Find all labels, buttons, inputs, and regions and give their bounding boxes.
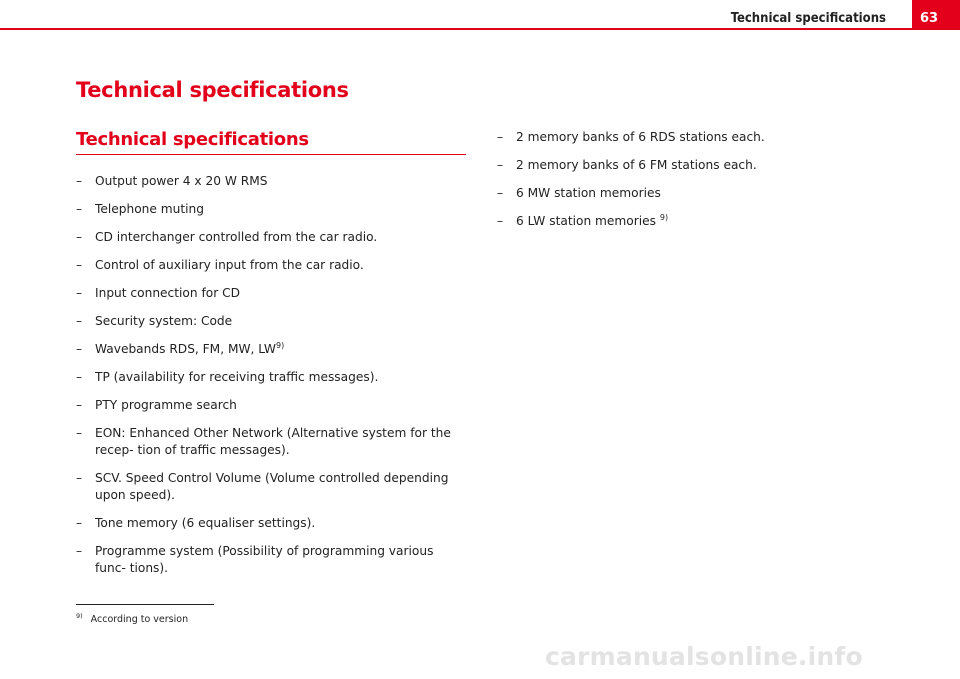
page-number-tab bbox=[912, 0, 960, 30]
list-item bbox=[76, 173, 468, 190]
list-item-text: Output power 4 x 20 W RMS bbox=[95, 174, 268, 188]
bullet-dash: – bbox=[497, 186, 504, 200]
list-item-text: Tone memory (6 equaliser settings). bbox=[95, 516, 316, 530]
list-item-text: 2 memory banks of 6 FM stations each. bbox=[516, 158, 757, 172]
page-number: 63 bbox=[920, 11, 939, 26]
list-item bbox=[497, 157, 877, 174]
footnote bbox=[76, 612, 188, 625]
bullet-dash: – bbox=[76, 471, 83, 485]
list-item bbox=[497, 129, 877, 146]
watermark: carmanualsonline.info bbox=[545, 642, 863, 671]
bullet-dash: – bbox=[76, 342, 83, 356]
running-title: Technical specifications bbox=[730, 11, 886, 26]
section-rule bbox=[76, 154, 466, 155]
list-item-text: PTY programme search bbox=[95, 398, 237, 412]
spec-list-right bbox=[497, 129, 877, 241]
list-item-text: Input connection for CD bbox=[95, 286, 240, 300]
list-item-text: CD interchanger controlled from the car radio. bbox=[95, 230, 378, 244]
list-item-text: Control of auxiliary input from the car radio. bbox=[95, 258, 364, 272]
bullet-dash: – bbox=[76, 202, 83, 216]
list-item bbox=[76, 425, 468, 459]
list-item-text: 2 memory banks of 6 RDS stations each. bbox=[516, 130, 765, 144]
footnote-reference: 9) bbox=[659, 213, 669, 222]
list-item bbox=[76, 201, 468, 218]
header-rule bbox=[0, 28, 960, 30]
list-item-text: Security system: Code bbox=[95, 314, 233, 328]
bullet-dash: – bbox=[76, 516, 83, 530]
bullet-dash: – bbox=[76, 544, 83, 558]
list-item-text: Wavebands RDS, FM, MW, LW bbox=[95, 342, 276, 356]
bullet-dash: – bbox=[76, 230, 83, 244]
list-item-text: TP (availability for receiving traffic messages). bbox=[95, 370, 379, 384]
footnote-mark: 9) bbox=[76, 612, 83, 620]
list-item bbox=[76, 257, 468, 274]
bullet-dash: – bbox=[76, 286, 83, 300]
bullet-dash: – bbox=[76, 258, 83, 272]
bullet-dash: – bbox=[76, 398, 83, 412]
list-item-text: 6 MW station memories bbox=[516, 186, 661, 200]
list-item bbox=[76, 397, 468, 414]
list-item-text: Programme system (Possibility of programming various func- tions). bbox=[95, 544, 434, 575]
list-item-text: SCV. Speed Control Volume (Volume controlled depending upon speed). bbox=[95, 471, 449, 502]
list-item bbox=[76, 543, 468, 577]
list-item bbox=[76, 515, 468, 532]
list-item bbox=[76, 229, 468, 246]
list-item bbox=[76, 369, 468, 386]
list-item-text: Telephone muting bbox=[95, 202, 204, 216]
spec-list-left bbox=[76, 173, 468, 588]
bullet-dash: – bbox=[76, 314, 83, 328]
list-item bbox=[76, 341, 468, 358]
section-title: Technical specifications bbox=[76, 129, 309, 150]
footnote-text: According to version bbox=[90, 614, 189, 625]
list-item-text: EON: Enhanced Other Network (Alternative system for the recep- tion of traffic messages). bbox=[95, 426, 451, 457]
list-item-text: 6 LW station memories bbox=[516, 214, 660, 228]
bullet-dash: – bbox=[497, 158, 504, 172]
list-item bbox=[76, 313, 468, 330]
bullet-dash: – bbox=[76, 426, 83, 440]
list-item bbox=[76, 285, 468, 302]
bullet-dash: – bbox=[497, 214, 504, 228]
bullet-dash: – bbox=[76, 370, 83, 384]
bullet-dash: – bbox=[497, 130, 504, 144]
bullet-dash: – bbox=[76, 174, 83, 188]
footnote-rule bbox=[76, 604, 214, 605]
list-item bbox=[76, 470, 468, 504]
list-item bbox=[497, 213, 877, 230]
chapter-title: Technical specifications bbox=[76, 78, 349, 102]
footnote-reference: 9) bbox=[275, 341, 285, 350]
list-item bbox=[497, 185, 877, 202]
